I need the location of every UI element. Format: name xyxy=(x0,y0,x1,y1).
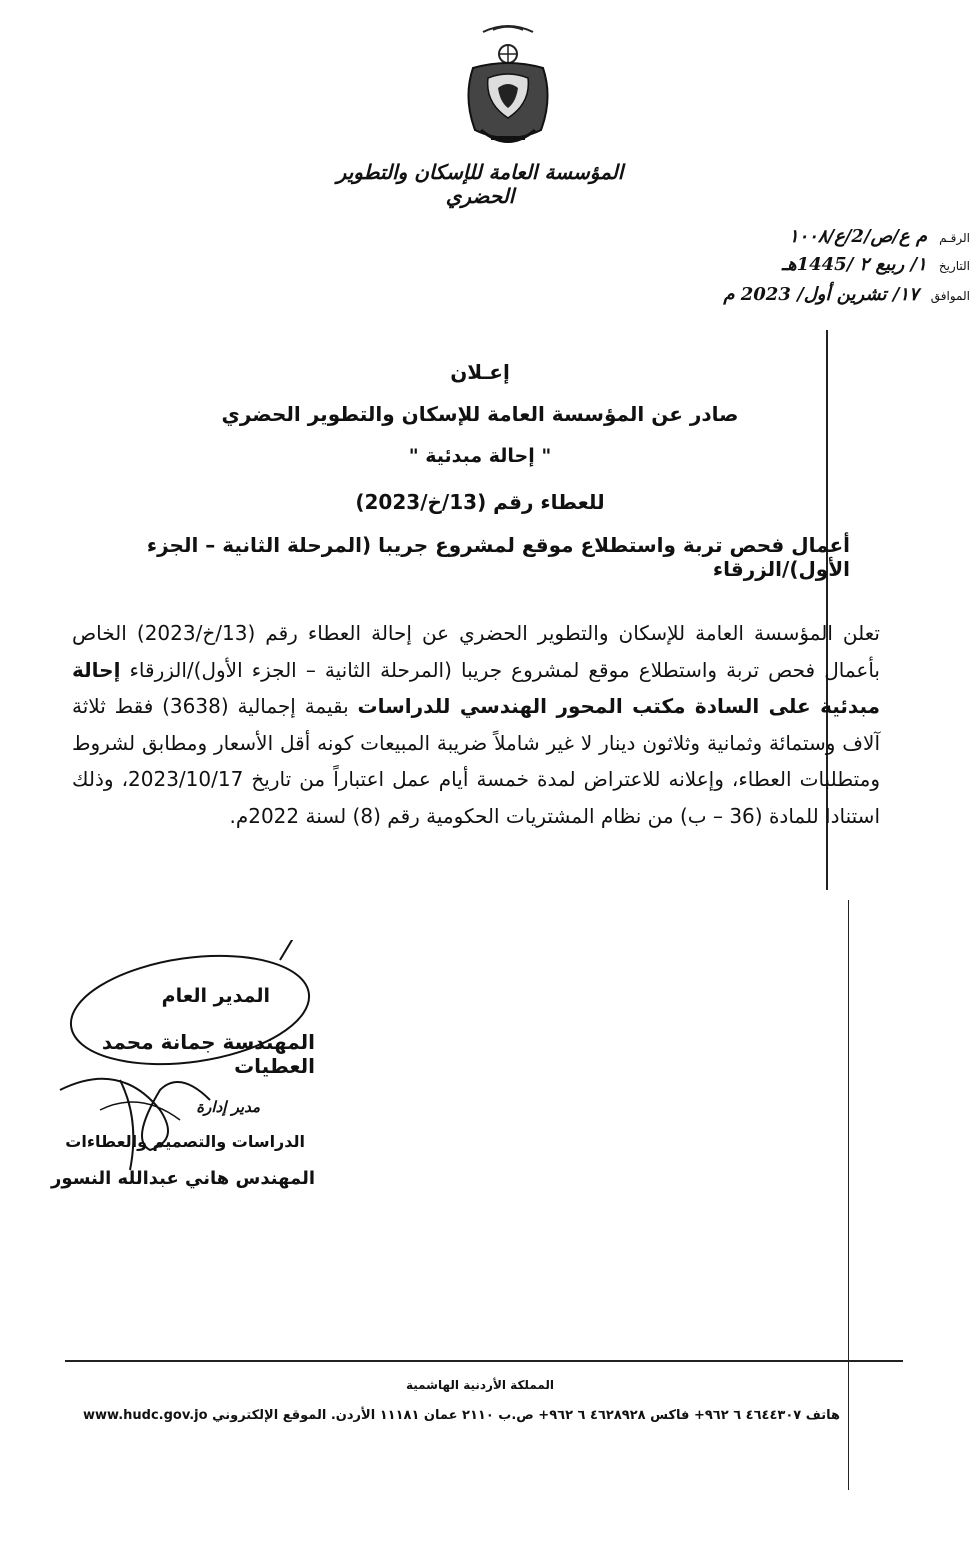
footer-divider xyxy=(65,1360,903,1362)
reference-number-value: م ع/ص/2/ع/١٠٠٨ xyxy=(788,226,927,247)
announcement-issuer: صادر عن المؤسسة العامة للإسكان والتطوير الحضري xyxy=(221,402,739,426)
hijri-date-label: التاريخ xyxy=(938,259,970,273)
footer-contact-text: هاتف ٤٦٤٤٣٠٧ ٦ ٩٦٢+ فاكس ٤٦٢٨٩٢٨ ٦ ٩٦٢+ ص.ب ٢١١٠ عمان ١١١٨١ الأردن. الموقع الإلكتروني xyxy=(212,1408,840,1423)
footer-kingdom: المملكة الأردنية الهاشمية xyxy=(405,1378,555,1392)
tender-number: للعطاء رقم (13/خ/2023) xyxy=(355,490,605,514)
announcement-type: " إحالة مبدئية " xyxy=(408,445,552,467)
body-text-part1: تعلن المؤسسة العامة للإسكان والتطوير الحضري عن إحالة العطاء رقم (13/خ/2023) الخاص بأعمال فحص تربة واستطلاع موقع لمشروع جريبا (المرحلة الثانية – الجزء الأول)/الزرقاء xyxy=(72,621,880,682)
gregorian-date-label: الموافق xyxy=(930,289,970,303)
hijri-date-value: ١/ ربيع ٢ /1445هـ xyxy=(781,254,927,275)
reference-number-label: الرقـم xyxy=(939,231,970,245)
margin-line xyxy=(848,900,849,1490)
gregorian-date xyxy=(723,284,970,305)
gregorian-date-value: ١٧/ تشرين أول/ 2023 م xyxy=(723,284,919,305)
hijri-date xyxy=(782,254,970,275)
engineer-name: المهندس هاني عبدالله النسور xyxy=(51,1168,315,1189)
reference-number xyxy=(789,226,970,247)
general-manager-name: المهندسة جمانة محمد العطيات xyxy=(101,1030,315,1078)
jordan-crest-icon xyxy=(453,18,563,163)
footer-contact xyxy=(83,1408,840,1423)
tender-subject: أعمال فحص تربة واستطلاع موقع لمشروع جريبا (المرحلة الثانية – الجزء الأول)/الزرقاء xyxy=(146,533,850,581)
general-manager-title: المدير العام xyxy=(161,985,270,1007)
announcement-title: إعـلان xyxy=(450,360,510,384)
announcement-body xyxy=(72,615,880,834)
department-manager-title: مدير إدارة xyxy=(196,1098,260,1116)
footer-website-link[interactable]: www.hudc.gov.jo xyxy=(83,1408,208,1423)
organization-name: المؤسسة العامة للإسكان والتطوير الحضري xyxy=(336,160,624,208)
body-text-bold: إحالة مبدئية على السادة مكتب المحور الهندسي للدراسات xyxy=(72,657,881,718)
body-text-part2: بقيمة إجمالية (3638) فقط ثلاثة آلاف وستمائة وثمانية وثلاثون دينار لا غير شاملاً ضريبة المبيعات كونه أقل الأسعار ومطابق لشروط ومتطلبات العطاء، وإعلانه للاعتراض لمدة خمسة أيام عمل اعتباراً من تاريخ 2023/10/17، وذلك استنادا للمادة (36 – ب) من نظام المشتريات الحكومية رقم (8) لسنة 2022م. xyxy=(72,694,881,828)
department-name: الدراسات والتصميم والعطاءات xyxy=(65,1132,305,1151)
